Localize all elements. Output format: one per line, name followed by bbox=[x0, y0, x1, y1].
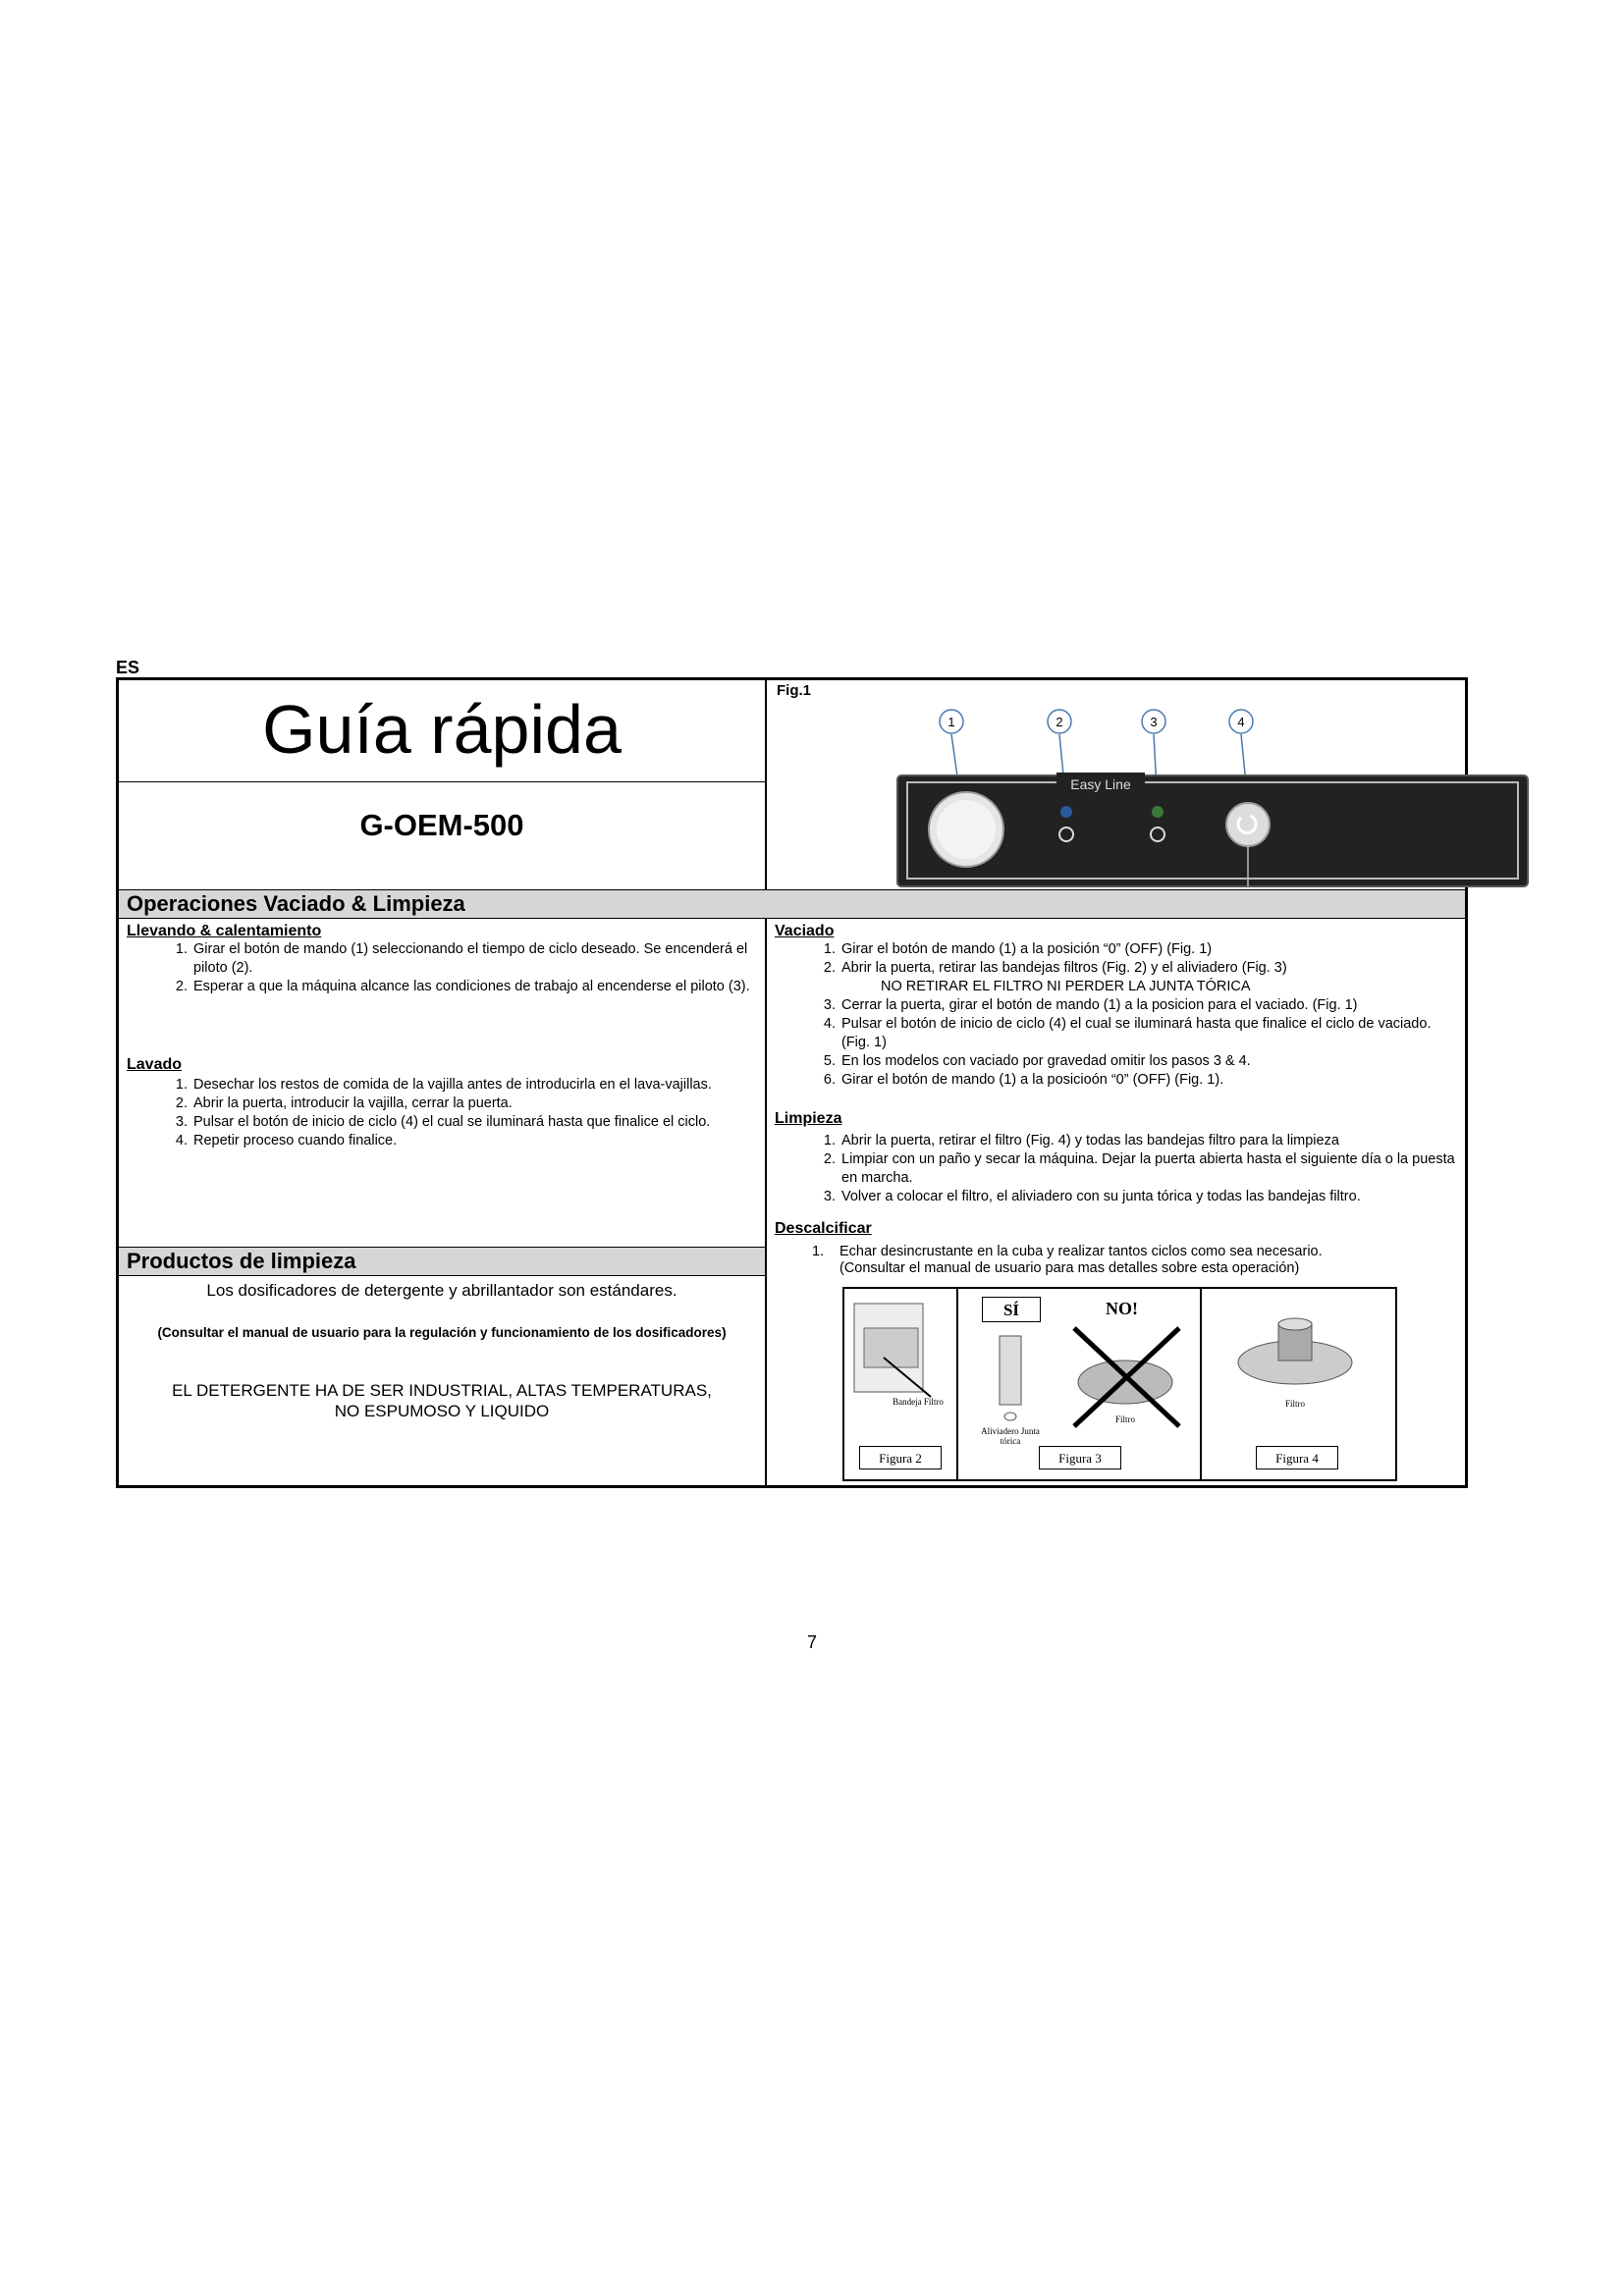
list-item: 2. Esperar a que la máquina alcance las condiciones de trabajo al encenderse el piloto (3). bbox=[191, 978, 755, 996]
descal-block bbox=[775, 1220, 1462, 1277]
callout-number: 2 bbox=[1056, 715, 1063, 729]
control-panel-figure bbox=[772, 702, 1538, 888]
limpieza-list bbox=[775, 1132, 1462, 1206]
list-item: 1. Girar el botón de mando (1) seleccionando el tiempo de ciclo deseado. Se encenderá el piloto (2). bbox=[191, 940, 755, 978]
list-item: 1. Abrir la puerta, retirar el filtro (Fig. 4) y todas las bandejas filtro para la limpieza bbox=[839, 1132, 1462, 1150]
fig4-caption: Figura 4 bbox=[1256, 1446, 1338, 1469]
quick-guide-table bbox=[116, 677, 1468, 1488]
fig3-yes-label: SÍ bbox=[982, 1297, 1041, 1322]
llenado-list bbox=[127, 940, 755, 996]
llenado-title: Llevando & calentamiento bbox=[127, 923, 322, 939]
list-item: 2. Limpiar con un paño y secar la máquina. Dejar la puerta abierta hasta el siguiente día o la puesta en marcha. bbox=[839, 1150, 1462, 1188]
detergent-warning bbox=[119, 1380, 765, 1421]
section1-title: Operaciones Vaciado & Limpieza bbox=[127, 891, 465, 916]
column-divider bbox=[765, 680, 767, 1485]
dosificadores-text: Los dosificadores de detergente y abrillantador son estándares. bbox=[206, 1281, 677, 1300]
vaciado-block bbox=[775, 923, 1462, 1090]
fig3-no-label: NO! bbox=[1106, 1299, 1138, 1318]
list-item: 2. Abrir la puerta, retirar las bandejas filtros (Fig. 2) y el aliviadero (Fig. 3) bbox=[839, 959, 1462, 978]
brand-label: Easy Line bbox=[1070, 776, 1131, 792]
vaciado-list-cont bbox=[775, 996, 1462, 1090]
pilot-light-3 bbox=[1152, 806, 1164, 818]
fig1-label: Fig.1 bbox=[777, 682, 812, 699]
dosificadores-note: (Consultar el manual de usuario para la regulación y funcionamiento de los dosificadores) bbox=[157, 1325, 727, 1340]
fig4-part-label: Filtro bbox=[1284, 1399, 1305, 1409]
warning-line-1: EL DETERGENTE HA DE SER INDUSTRIAL, ALTAS TEMPERATURAS, bbox=[172, 1381, 712, 1400]
vaciado-list bbox=[775, 940, 1462, 978]
figure-3-panel bbox=[958, 1289, 1202, 1479]
list-item: 1. Desechar los restos de comida de la vajilla antes de introducirla en el lava-vajillas. bbox=[191, 1076, 755, 1095]
lavado-list bbox=[127, 1076, 755, 1150]
filter-image bbox=[1202, 1289, 1395, 1407]
list-item: 3. Cerrar la puerta, girar el botón de mando (1) a la posicion para el vaciado. (Fig. 1) bbox=[839, 996, 1462, 1015]
llenado-block bbox=[127, 923, 755, 996]
lavado-block bbox=[127, 1056, 755, 1150]
descal-number: 1. bbox=[812, 1244, 825, 1259]
warning-line-2: NO ESPUMOSO Y LIQUIDO bbox=[334, 1402, 550, 1420]
vaciado-title: Vaciado bbox=[775, 923, 835, 939]
vaciado-warning: NO RETIRAR EL FILTRO NI PERDER LA JUNTA TÓRICA bbox=[881, 979, 1251, 994]
knob-face bbox=[937, 800, 996, 859]
callout-number: 4 bbox=[1237, 715, 1245, 729]
figures-2-4 bbox=[842, 1287, 1397, 1481]
fig3-part-b-label: Filtro bbox=[1114, 1415, 1135, 1424]
pilot-light-2 bbox=[1060, 806, 1072, 818]
list-item: 1. Girar el botón de mando (1) a la posición “0” (OFF) (Fig. 1) bbox=[839, 940, 1462, 959]
descal-title: Descalcificar bbox=[775, 1220, 872, 1237]
list-item: 3. Pulsar el botón de inicio de ciclo (4) el cual se iluminará hasta que finalice el ciclo. bbox=[191, 1113, 755, 1132]
language-code: ES bbox=[116, 658, 140, 677]
descal-line-2: (Consultar el manual de usuario para mas detalles sobre esta operación) bbox=[839, 1260, 1300, 1276]
page-number: 7 bbox=[806, 1632, 817, 1652]
page-title: Guía rápida bbox=[262, 691, 622, 768]
fig3-caption: Figura 3 bbox=[1039, 1446, 1121, 1469]
list-item: 4. Repetir proceso cuando finalice. bbox=[191, 1132, 755, 1150]
descal-item bbox=[775, 1244, 1462, 1277]
fig2-caption: Figura 2 bbox=[859, 1446, 942, 1469]
divider bbox=[119, 781, 765, 782]
callout-number: 1 bbox=[947, 715, 955, 729]
figure-4-panel bbox=[1202, 1289, 1395, 1479]
fig2-part-label: Bandeja Filtro bbox=[893, 1397, 944, 1407]
figure-2-panel bbox=[844, 1289, 958, 1479]
start-button bbox=[1226, 803, 1270, 846]
list-item: 2. Abrir la puerta, introducir la vajilla, cerrar la puerta. bbox=[191, 1095, 755, 1113]
lavado-title: Lavado bbox=[127, 1056, 183, 1073]
dish-basket-image bbox=[844, 1289, 958, 1436]
fig3-part-a-label: Aliviadero Junta tórica bbox=[981, 1426, 1040, 1446]
section2-title: Productos de limpieza bbox=[127, 1249, 356, 1273]
list-item: 6. Girar el botón de mando (1) a la posicioón “0” (OFF) (Fig. 1). bbox=[839, 1071, 1462, 1090]
model-name: G-OEM-500 bbox=[359, 808, 524, 842]
list-item: 3. Volver a colocar el filtro, el aliviadero con su junta tórica y todas las bandejas filtro. bbox=[839, 1188, 1462, 1206]
list-item: 4. Pulsar el botón de inicio de ciclo (4) el cual se iluminará hasta que finalice el ciclo de vaciado. (Fig. 1) bbox=[839, 1015, 1462, 1052]
descal-line-1: Echar desincrustante en la cuba y realizar tantos ciclos como sea necesario. bbox=[839, 1244, 1323, 1259]
limpieza-block bbox=[775, 1110, 1462, 1206]
limpieza-title: Limpieza bbox=[775, 1110, 842, 1127]
callout-number: 3 bbox=[1150, 715, 1158, 729]
list-item: 5. En los modelos con vaciado por gravedad omitir los pasos 3 & 4. bbox=[839, 1052, 1462, 1071]
